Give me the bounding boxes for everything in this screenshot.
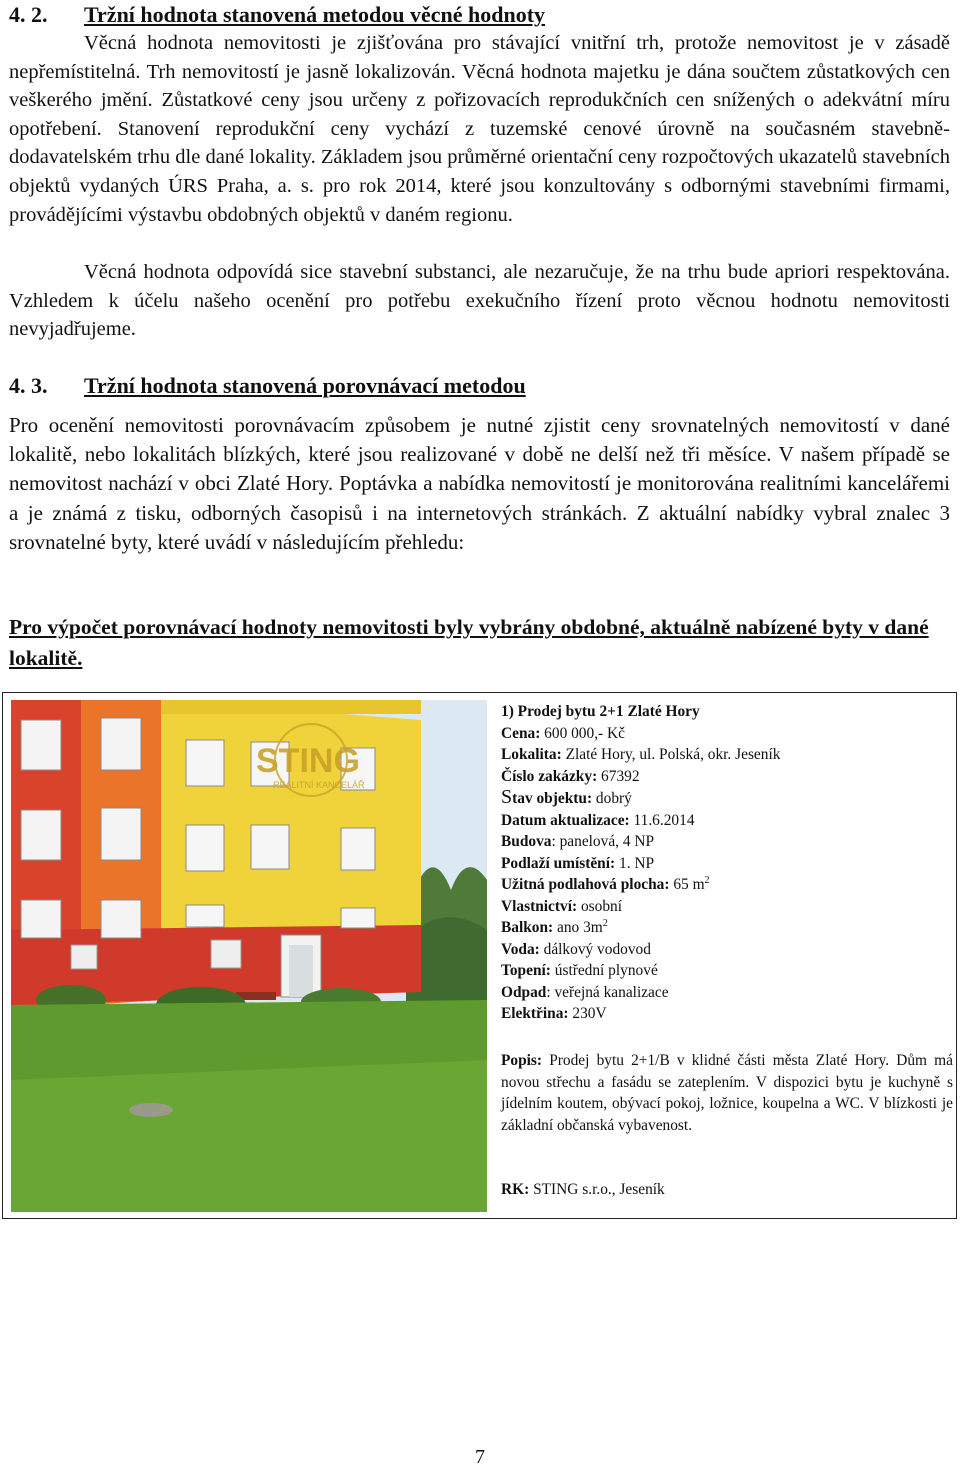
listing-detail-row: Podlaží umístění: 1. NP xyxy=(501,854,655,872)
listing-detail-row: Užitná podlahová plocha: 65 $m^2$ xyxy=(501,874,710,893)
selection-heading: Pro výpočet porovnávací hodnoty nemovitosti byly vybrány obdobné, aktuálně nabízené byty v dané lokalitě. xyxy=(9,615,929,670)
listing-detail-row: Voda: dálkový vodovod xyxy=(501,940,651,958)
section-title: Tržní hodnota stanovená porovnávací metodou xyxy=(84,373,526,398)
listing-details xyxy=(501,701,953,1025)
paragraph-porovnavaci: Pro ocenění nemovitosti porovnávacím způsobem je nutné zjistit ceny srovnatelných nemovitostí v dané lokalitě, nebo lokalitách blízkých, které jsou realizované v době ne delší než tři měsíce. V našem případě se nemovitost nachází v obci Zlaté Hory. Poptávka a nabídka nemovitostí je monitorována realitními kancelářemi a je známá z tisku, odborných časopisů i na internetových stránkách. Z aktuální nabídky vybral znalec 3 srovnatelné byty, které uvádí v následujícím přehledu: xyxy=(9,413,950,554)
listing-detail-row: Lokalita: Zlaté Hory, ul. Polská, okr. Jeseník xyxy=(501,746,781,763)
listing-detail-row: Budova: panelová, 4 NP xyxy=(501,833,655,850)
listing-detail-row: Vlastnictví: osobní xyxy=(501,897,622,915)
listing-agency: RK: STING s.r.o., Jeseník xyxy=(501,1181,665,1198)
svg-text:STING: STING xyxy=(256,742,360,780)
listing-detail-row: Datum aktualizace: 11.6.2014 xyxy=(501,811,695,829)
section-heading-4-2 xyxy=(9,2,545,28)
listing-title: 1) Prodej bytu 2+1 Zlaté Hory xyxy=(501,703,700,720)
paragraph-vecna-hodnota: Věcná hodnota nemovitosti je zjišťována pro stávající vnitřní trh, protože nemovitost je v zásadě nepřemístitelná. Trh nemovitostí je jasně lokalizován. Věcná hodnota majetku je dána součtem zůstatkových cen veškerého jmění. Zůstatkové ceny jsou určeny z pořizovacích reprodukčních cen snížených o adekvátní míru opotřebení. Stanovení reprodukční ceny vychází z tuzemské cenové úrovně na současném stavebně-dodavatelském trhu dle dané lokality. Základem jsou průměrné orientační ceny rozpočtových ukazatelů stavebních objektů vydaných ÚRS Praha, a. s. pro rok 2014, které jsou konzultovány s odbornými stavebními firmami, provádějícími výstavbu obdobných objektů v daném regionu. xyxy=(9,32,951,226)
paragraph-vecna-hodnota-2: Věcná hodnota odpovídá sice stavební substanci, ale nezaručuje, že na trhu bude apriori respektována. Vzhledem k účelu našeho ocenění pro potřebu exekučního řízení proto věcnou hodnotu nemovitosti nevyjadřujeme. xyxy=(9,261,950,341)
section-title: Tržní hodnota stanovená metodou věcné hodnoty xyxy=(84,2,546,27)
page-number: 7 xyxy=(475,1446,485,1468)
svg-text:REALITNÍ KANCELÁŘ: REALITNÍ KANCELÁŘ xyxy=(273,780,365,790)
listing-detail-row: Balkon: ano $3m^2$ xyxy=(501,917,608,936)
listing-detail-row: Odpad: veřejná kanalizace xyxy=(501,983,669,1001)
listing-description: Popis: Prodej bytu 2+1/B v klidné části města Zlaté Hory. Dům má novou střechu a fasádu se zateplením. V dispozici bytu je kuchyně s jídelním koutem, obývací pokoj, ložnice, koupelna a WC. V blízkosti je základní občanská vybavenost. xyxy=(501,1052,953,1134)
section-heading-4-3 xyxy=(9,373,526,399)
section-number: 4. 3. xyxy=(9,373,48,398)
listing-detail-row: Elektřina: 230V xyxy=(501,1005,607,1022)
section-number: 4. 2. xyxy=(9,2,48,27)
listing-detail-row: Topení: ústřední plynové xyxy=(501,962,658,979)
listing-detail-row: Stav objektu: dobrý xyxy=(501,786,632,808)
listing-detail-row: Cena: 600 000,- Kč xyxy=(501,724,625,742)
listing-detail-row: Číslo zakázky: 67392 xyxy=(501,767,640,785)
property-photo xyxy=(11,700,487,1212)
listing-box xyxy=(2,692,957,1219)
